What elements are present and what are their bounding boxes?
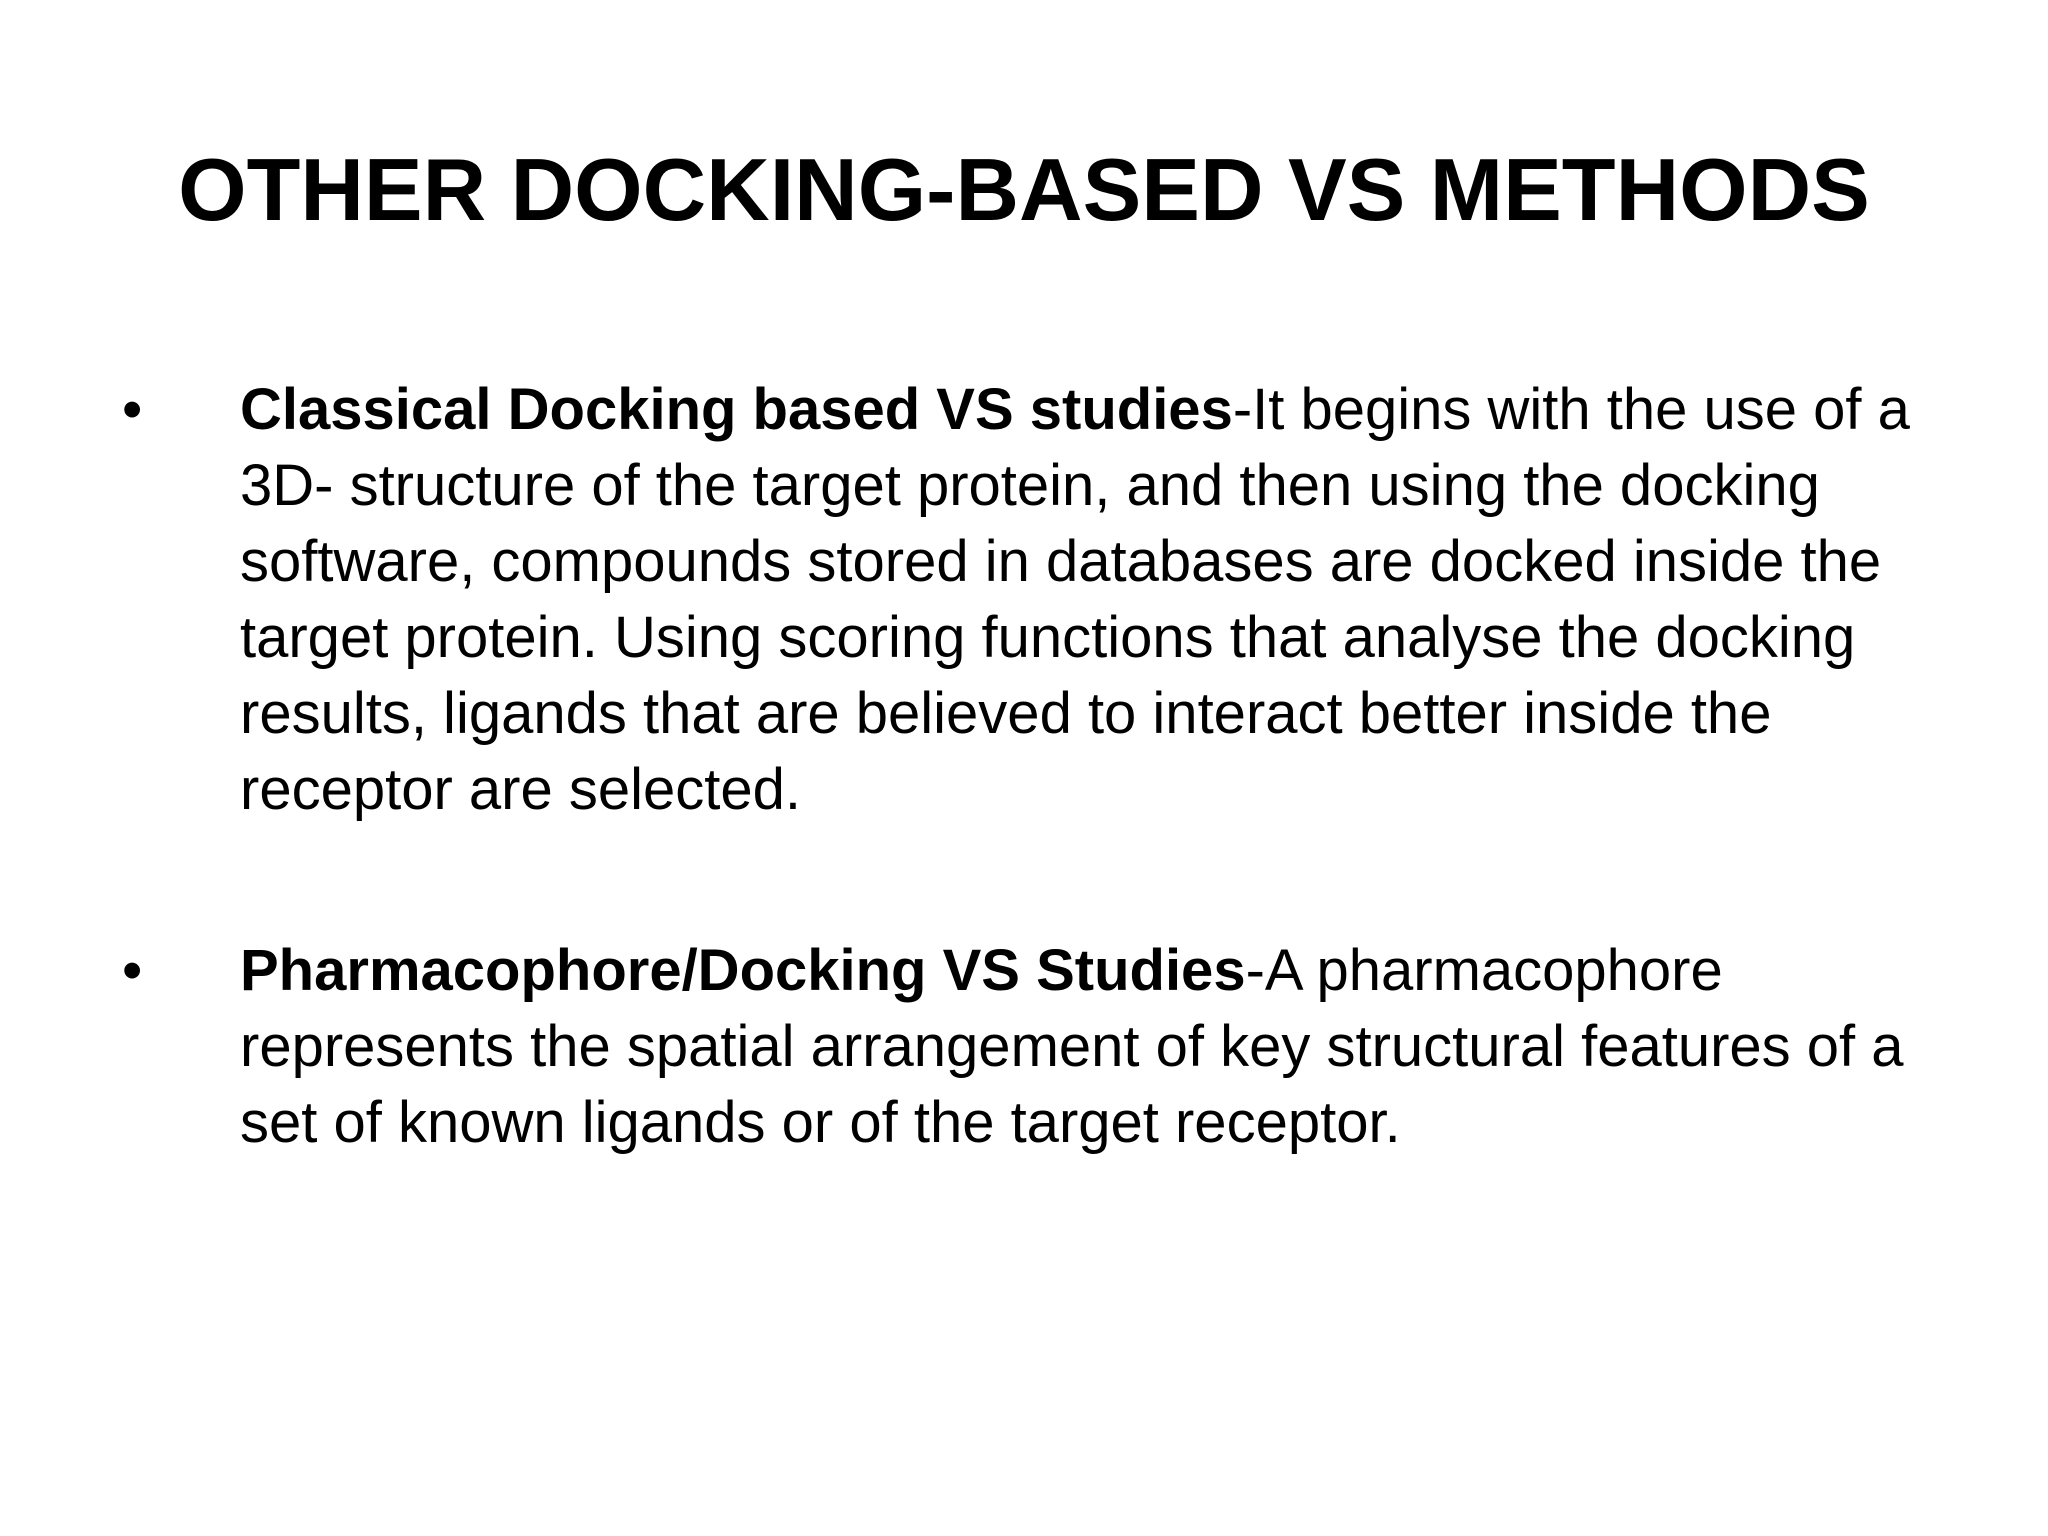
bullet-body: -A pharmacophore represents the spatial arrangement of key structural features of a set of known ligands or of the target receptor.: [240, 938, 1904, 1155]
bullet-text: [240, 933, 1960, 1161]
bullet-heading: Pharmacophore/Docking VS Studies: [240, 938, 1246, 1003]
bullet-heading: Classical Docking based VS studies: [240, 377, 1233, 442]
bullet-body: -It begins with the use of a 3D- structure of the target protein, and then using the docking software, compounds stored in databases are docked inside the target protein. Using scoring functions that analyse the docking results, ligands that are believed to interact better inside the receptor are selected.: [240, 377, 1910, 822]
bullet-dot-icon: •: [122, 938, 143, 1003]
slide-title: OTHER DOCKING-BASED VS METHODS: [178, 140, 1870, 239]
bullet-dot-icon: •: [122, 377, 143, 442]
bullet-text: [240, 372, 1960, 828]
